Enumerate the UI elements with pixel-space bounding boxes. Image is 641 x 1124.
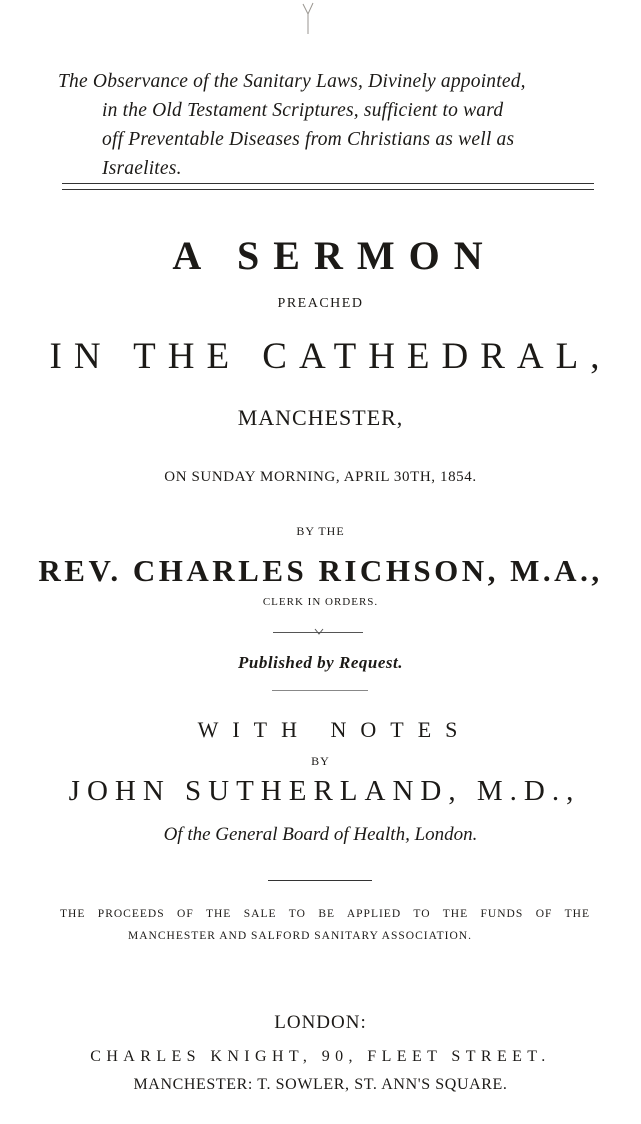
short-rule	[272, 690, 368, 691]
rule-ornament-icon	[314, 628, 324, 636]
annotator-affiliation: Of the General Board of Health, London.	[163, 824, 478, 845]
epigraph-line: Israelites.	[102, 158, 182, 179]
epigraph-line: The Observance of the Sanitary Laws, Divinely appointed,	[58, 71, 526, 92]
short-rule	[268, 880, 372, 881]
epigraph-line: in the Old Testament Scriptures, sufficient to ward	[102, 100, 504, 121]
annotator-name: JOHN SUTHERLAND, M.D.,	[68, 775, 581, 807]
city-heading: MANCHESTER,	[237, 405, 404, 430]
proceeds-line: THE PROCEEDS OF THE SALE TO BE APPLIED TO THE FUNDS OF THE	[60, 908, 590, 920]
cathedral-heading: IN THE CATHEDRAL,	[49, 336, 612, 377]
imprint-publisher: CHARLES KNIGHT, 90, FLEET STREET.	[90, 1048, 551, 1065]
epigraph-line: off Preventable Diseases from Christians as well as	[102, 129, 515, 150]
sermon-date: ON SUNDAY MORNING, APRIL 30TH, 1854.	[164, 469, 477, 485]
imprint-local-seller: MANCHESTER: T. SOWLER, ST. ANN'S SQUARE.	[133, 1076, 508, 1093]
preached-label: PREACHED	[277, 296, 364, 311]
author-name: REV. CHARLES RICHSON, M.A.,	[38, 553, 603, 588]
pencil-mark-icon	[300, 0, 316, 36]
by-the-label: BY THE	[296, 524, 345, 538]
double-rule-divider	[62, 183, 594, 190]
author-office: CLERK IN ORDERS.	[262, 596, 379, 608]
published-notice: Published by Request.	[238, 653, 403, 672]
by-label: BY	[311, 754, 330, 768]
imprint-city: LONDON:	[274, 1012, 367, 1033]
with-notes-heading: WITH NOTES	[197, 717, 472, 742]
proceeds-notice	[60, 903, 590, 947]
epigraph	[58, 67, 598, 183]
sermon-heading: A SERMON	[172, 233, 497, 278]
proceeds-line: MANCHESTER AND SALFORD SANITARY ASSOCIATION.	[128, 930, 472, 942]
